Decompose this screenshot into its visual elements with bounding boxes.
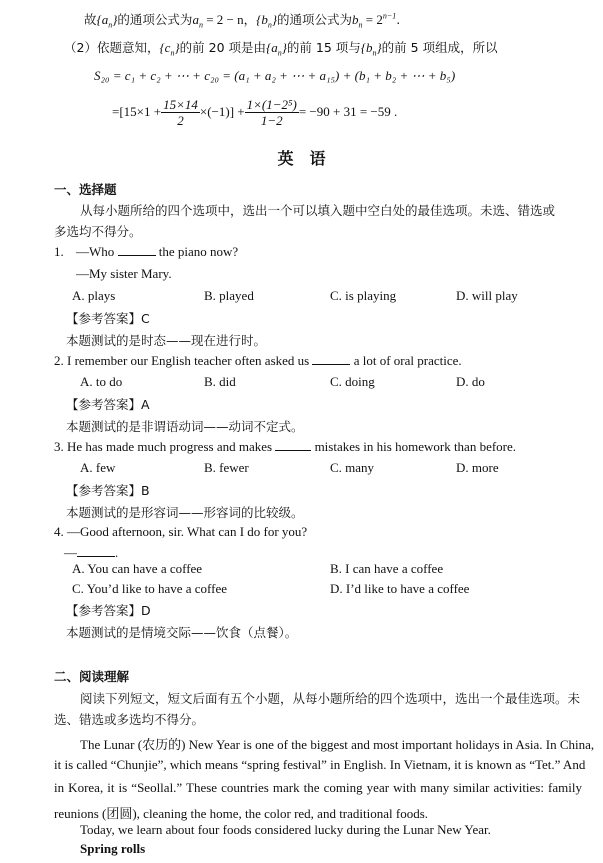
math-text: 的前 15 项与 — [286, 40, 361, 55]
math-line-2 — [64, 38, 498, 56]
passage-line-3: in Korea, it is “Seollal.” These countries mark the coming year with many similar activities: family — [54, 780, 582, 795]
q1-option-d: D. will play — [456, 288, 518, 303]
math-subscript: n — [267, 20, 272, 30]
q1-text: the piano now? — [158, 244, 239, 259]
q1-option-a: A. plays — [72, 288, 116, 303]
q1-line-2: —My sister Mary. — [76, 266, 172, 281]
part1-heading: 一、选择题 — [54, 182, 117, 197]
math-line-1 — [84, 10, 400, 28]
q4-option-a: A. You can have a coffee — [72, 561, 203, 576]
answer-blank — [312, 353, 350, 365]
q4-option-c: C. You’d like to have a coffee — [72, 581, 228, 596]
q1-explanation: 本题测试的是时态——现在进行时。 — [66, 333, 267, 348]
math-text: = 2 − n — [202, 12, 244, 27]
math-superscript: n−1 — [382, 11, 397, 21]
math-text: {c — [159, 40, 171, 55]
passage-line-2: it is called “Chunjie”, which means “spring festival” in English. In Vietnam, it is known as “Tet.” And — [54, 757, 586, 772]
q1-line-1 — [76, 244, 238, 260]
math-text: b — [352, 12, 359, 27]
math-text: {b — [360, 40, 373, 55]
q4-text: . — [115, 545, 119, 560]
math-text: = −90 + 31 = −59 . — [298, 104, 398, 119]
math-text: a — [192, 12, 199, 27]
math-text: } — [281, 40, 287, 55]
math-text: ， — [243, 12, 257, 27]
part2-intro-line-2: 选、错选或多选均不得分。 — [54, 712, 205, 727]
q2-option-c: C. doing — [330, 374, 375, 389]
q3-text: 3. He has made much progress and makes — [54, 439, 273, 454]
answer-blank — [77, 545, 115, 557]
q3-option-a: A. few — [80, 460, 116, 475]
math-text: （2）依题意知， — [64, 40, 160, 55]
answer-blank — [275, 439, 311, 451]
part2-intro-line-1: 阅读下列短文，短文后面有五个小题，从每小题所给的四个选项中，选出一个最佳选项。未 — [80, 691, 581, 706]
q2-option-b: B. did — [204, 374, 236, 389]
fraction — [245, 97, 299, 128]
q2-explanation: 本题测试的是非谓语动词——动词不定式。 — [66, 419, 304, 434]
math-text: ×(−1)] + — [199, 104, 245, 119]
section-title: 英 语 — [277, 149, 326, 168]
q4-text: — — [64, 545, 77, 560]
q1-answer: 【参考答案】C — [66, 311, 150, 326]
q3-option-b: B. fewer — [204, 460, 249, 475]
math-text: } — [376, 40, 382, 55]
q2-option-d: D. do — [456, 374, 485, 389]
fraction-denominator: 2 — [177, 112, 184, 128]
q1-option-c: C. is playing — [330, 288, 397, 303]
q4-explanation: 本题测试的是情境交际——饮食（点餐）。 — [66, 625, 298, 640]
math-text: [15×1 + — [119, 104, 162, 119]
part2-heading: 二、阅读理解 — [54, 669, 130, 684]
q1-text: —Who — [76, 244, 115, 259]
math-subscript: n — [198, 20, 203, 30]
fraction — [161, 97, 200, 128]
math-line-4 — [112, 94, 397, 130]
q4-option-b: B. I can have a coffee — [330, 561, 444, 576]
math-text: = — [112, 104, 120, 119]
answer-blank — [118, 244, 156, 256]
math-text: } — [271, 12, 278, 27]
math-text: 的前 5 项组成，所以 — [381, 40, 498, 55]
math-text: } — [112, 12, 118, 27]
q3-answer: 【参考答案】B — [66, 483, 150, 498]
math-text: 故 — [84, 12, 97, 27]
q4-stem: 4. —Good afternoon, sir. What can I do for you? — [54, 524, 308, 539]
math-text: . — [396, 12, 401, 27]
math-text: {b — [256, 12, 268, 27]
math-subscript: n — [372, 48, 377, 58]
passage-line-1: The Lunar (农历的) New Year is one of the biggest and most important holidays in Asia. In China, — [80, 737, 595, 752]
q3-text: mistakes in his homework than before. — [314, 439, 517, 454]
q2-answer: 【参考答案】A — [66, 397, 150, 412]
q4-reply — [64, 545, 118, 561]
math-text: 的通项公式为 — [277, 12, 353, 27]
q2-text: a lot of oral practice. — [353, 353, 462, 368]
math-subscript: n — [358, 20, 363, 30]
math-subscript: n — [277, 48, 282, 58]
passage-line-4: reunions (团圆), cleaning the home, the color red, and traditional foods. — [54, 806, 429, 821]
part1-intro-line-1: 从每小题所给的四个选项中，选出一个可以填入题中空白处的最佳选项。未选、错选或 — [80, 203, 556, 218]
math-text: 的前 20 项是由 — [179, 40, 266, 55]
math-text: = 2 — [362, 12, 383, 27]
q3-explanation: 本题测试的是形容词——形容词的比较级。 — [66, 505, 304, 520]
fraction-numerator: 1×(1−2⁵) — [246, 96, 297, 112]
q2-option-a: A. to do — [80, 374, 123, 389]
q4-answer: 【参考答案】D — [66, 603, 151, 618]
q3-option-d: D. more — [456, 460, 499, 475]
math-subscript: n — [108, 20, 113, 30]
math-text: 的通项公式为 — [117, 12, 193, 27]
math-text: {a — [96, 12, 109, 27]
q2-stem — [54, 353, 462, 369]
math-text: } — [174, 40, 180, 55]
q1-number: 1. — [54, 244, 64, 259]
q3-stem — [54, 439, 516, 455]
math-subscript: n — [170, 48, 175, 58]
fraction-denominator: 1−2 — [260, 112, 283, 128]
q3-option-c: C. many — [330, 460, 375, 475]
part1-intro-line-2: 多选均不得分。 — [54, 224, 142, 239]
passage-line-5: Today, we learn about four foods considered lucky during the Lunar New Year. — [80, 822, 491, 837]
q2-text: 2. I remember our English teacher often asked us — [54, 353, 310, 368]
q4-option-d: D. I’d like to have a coffee — [330, 581, 470, 596]
passage-subheading: Spring rolls — [80, 841, 146, 856]
fraction-numerator: 15×14 — [163, 96, 198, 112]
math-text: {a — [266, 40, 278, 55]
math-line-3: S₂₀ = c₁ + c₂ + ⋯ + c₂₀ = (a₁ + a₂ + ⋯ + a₁₅) + (b₁ + b₂ + ⋯ + b₅) — [94, 68, 456, 83]
q1-option-b: B. played — [204, 288, 254, 303]
